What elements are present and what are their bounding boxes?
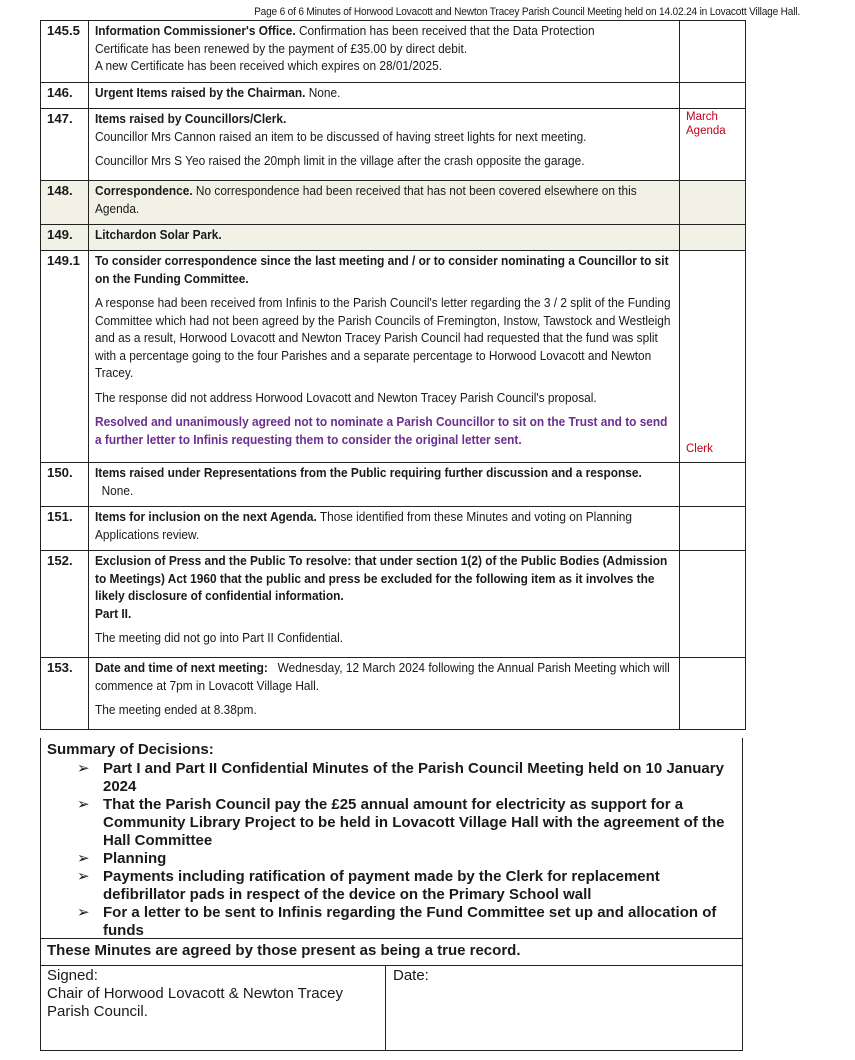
item-number: 147.	[41, 109, 89, 181]
item-text: Wednesday, 12 March 2024 following the Annual Parish Meeting which will commence at 7pm in Lovacott Village Hall.	[95, 660, 670, 693]
item-number: 153.	[41, 658, 89, 730]
item-text: The response did not address Horwood Lovacott and Newton Tracey Parish Council's proposal.	[95, 389, 597, 405]
item-title: Urgent Items raised by the Chairman.	[95, 85, 306, 100]
item-content	[89, 21, 680, 83]
summary-heading: Summary of Decisions:	[47, 741, 214, 758]
item-title: Date and time of next meeting:	[95, 660, 268, 675]
item-title: Items raised under Representations from the Public requiring further discussion and a response.	[95, 465, 642, 480]
item-number: 149.1	[41, 251, 89, 463]
item-145-5	[41, 21, 746, 83]
item-text: A response had been received from Infinis to the Parish Council's letter regarding the 3 / 2 split of the Funding Committee which had not been agreed by the Parish Councils of Fremington, Instow, Tawstock and Westleigh and as a result, Horwood Lovacott and Newton Tracey Parish Council had requested that the fund was split with a percentage going to the four Parishes and a separate percentage to Horwood Lovacott and Newton Tracey.	[95, 295, 671, 380]
chair-title: Chair of Horwood Lovacott & Newton Tracey	[47, 985, 343, 1002]
item-content	[89, 225, 680, 251]
action-cell	[680, 225, 746, 251]
signature-block	[40, 965, 743, 1051]
item-text: Councillor Mrs S Yeo raised the 20mph limit in the village after the crash opposite the garage.	[95, 153, 585, 168]
item-number: 145.5	[41, 21, 89, 83]
summary-of-decisions	[40, 738, 743, 939]
item-text: The meeting ended at 8.38pm.	[95, 702, 257, 717]
item-content	[89, 83, 680, 109]
page-header: Page 6 of 6 Minutes of Horwood Lovacott and Newton Tracey Parish Council Meeting held on 14.02.24 in Lovacott Village Hall.	[254, 6, 800, 18]
signature-section	[47, 967, 377, 1021]
action-cell: March Agenda	[680, 109, 746, 181]
action-cell	[680, 507, 746, 551]
item-number: 148.	[41, 181, 89, 225]
item-title: Exclusion of Press and the Public To resolve: that under section 1(2) of the Public Bodies (Admission to Meetings) Act 1960 that the public and press be excluded for the following item as it involves the likely disclosure of confidential information.	[95, 553, 668, 603]
date-label: Date:	[393, 967, 429, 984]
item-number: 150.	[41, 463, 89, 507]
item-title: Correspondence.	[95, 183, 193, 198]
item-title: Litchardon Solar Park.	[95, 227, 222, 242]
item-149	[41, 225, 746, 251]
action-cell	[680, 551, 746, 658]
item-number: 151.	[41, 507, 89, 551]
item-148	[41, 181, 746, 225]
item-151	[41, 507, 746, 551]
item-147	[41, 109, 746, 181]
item-text: The meeting did not go into Part II Confidential.	[95, 630, 344, 645]
item-text: None.	[308, 85, 341, 100]
action-cell	[680, 658, 746, 730]
item-content	[89, 251, 680, 463]
item-150	[41, 463, 746, 507]
item-title: Items for inclusion on the next Agenda.	[95, 509, 317, 524]
action-cell	[680, 21, 746, 83]
item-content	[89, 463, 680, 507]
item-text: Confirmation has been received that the Data Protection	[298, 23, 595, 38]
item-content	[89, 551, 680, 658]
item-content	[89, 181, 680, 225]
item-152	[41, 551, 746, 658]
item-content	[89, 658, 680, 730]
item-text: None.	[101, 482, 134, 498]
item-text: Certificate has been renewed by the payment of £35.00 by direct debit.	[95, 40, 468, 56]
item-title: Items raised by Councillors/Clerk.	[95, 111, 287, 126]
item-text: Those identified from these Minutes and voting on Planning Applications review.	[95, 509, 632, 542]
arrow-bullet-icon: ➢	[77, 850, 90, 867]
item-content	[89, 507, 680, 551]
item-title: Information Commissioner's Office.	[95, 23, 296, 38]
action-cell	[680, 463, 746, 507]
action-cell: Clerk	[680, 251, 746, 463]
item-text: No correspondence had been received that has not been covered elsewhere on this Agenda.	[95, 183, 637, 216]
decision-item: ➢ That the Parish Council pay the £25 annual amount for electricity as support for a Community Library Project to be held in Lovacott Village Hall with the agreement of the Hall Committee	[77, 796, 725, 849]
item-153	[41, 658, 746, 730]
item-text: A new Certificate has been received which expires on 28/01/2025.	[95, 58, 443, 73]
decision-list	[47, 760, 742, 940]
decision-item: ➢ For a letter to be sent to Infinis regarding the Fund Committee set up and allocation of funds	[77, 904, 717, 939]
arrow-bullet-icon: ➢	[77, 868, 90, 885]
arrow-bullet-icon: ➢	[77, 796, 90, 813]
item-149-1	[41, 251, 746, 463]
minutes-table	[40, 20, 746, 730]
item-number: 152.	[41, 551, 89, 658]
action-cell	[680, 181, 746, 225]
item-part: Part II.	[95, 605, 132, 621]
agreement-statement: These Minutes are agreed by those present as being a true record.	[40, 938, 743, 966]
arrow-bullet-icon: ➢	[77, 904, 90, 921]
item-number: 146.	[41, 83, 89, 109]
resolution-text: Resolved and unanimously agreed not to nominate a Parish Councillor to sit on the Trust and to send a further letter to Infinis requesting them to consider the original letter sent.	[95, 414, 668, 447]
item-content	[89, 109, 680, 181]
signed-label: Signed:	[47, 967, 98, 984]
action-cell	[680, 83, 746, 109]
decision-item: ➢ Payments including ratification of payment made by the Clerk for replacement defibrillator pads in respect of the device on the Primary School wall	[77, 868, 660, 903]
decision-item: ➢ Part I and Part II Confidential Minutes of the Parish Council Meeting held on 10 January 2024	[77, 760, 724, 795]
decision-item: ➢ Planning	[77, 850, 167, 867]
item-146	[41, 83, 746, 109]
item-number: 149.	[41, 225, 89, 251]
item-text: Councillor Mrs Cannon raised an item to be discussed of having street lights for next meeting.	[95, 128, 587, 144]
chair-title-line2: Parish Council.	[47, 1003, 148, 1020]
arrow-bullet-icon: ➢	[77, 760, 90, 777]
signature-divider	[385, 965, 386, 1050]
item-title: To consider correspondence since the last meeting and / or to consider nominating a Councillor to sit on the Funding Committee.	[95, 253, 669, 286]
